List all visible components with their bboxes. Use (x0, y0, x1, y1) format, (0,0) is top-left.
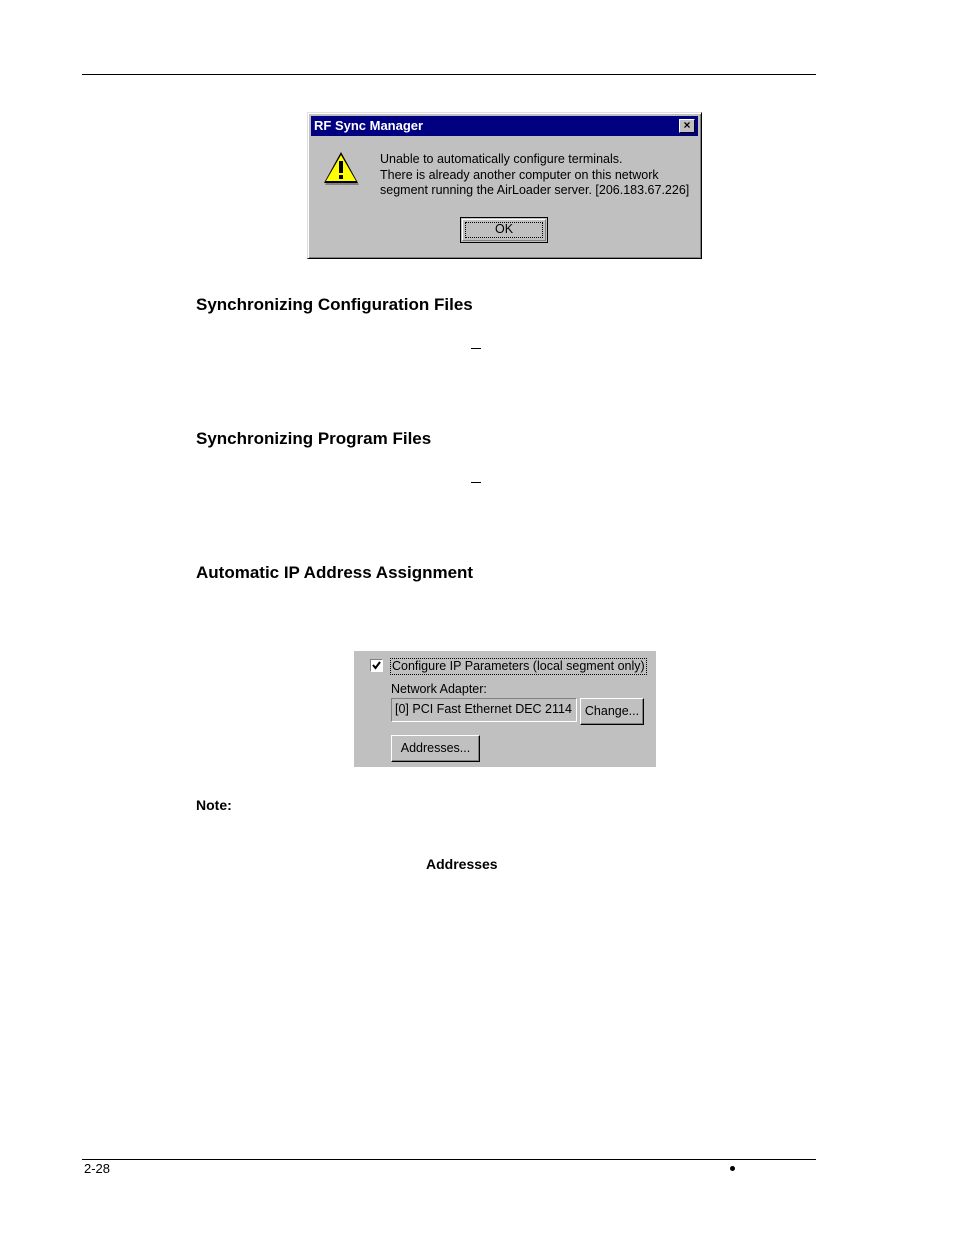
configure-ip-checkbox[interactable] (370, 659, 383, 672)
underline-mark (471, 482, 481, 483)
footer-rule (82, 1159, 816, 1160)
network-adapter-field: [0] PCI Fast Ethernet DEC 2114 (391, 698, 577, 722)
change-button[interactable]: Change... (580, 698, 644, 725)
underline-mark (471, 348, 481, 349)
configure-ip-label[interactable]: Configure IP Parameters (local segment only) (392, 659, 645, 673)
note-label: Note: (196, 797, 232, 813)
addresses-button[interactable]: Addresses... (391, 735, 480, 762)
ok-button-label: OK (465, 222, 543, 238)
dialog-titlebar (311, 116, 698, 136)
ok-button[interactable] (460, 217, 548, 243)
ip-heading: Automatic IP Address Assignment (196, 563, 474, 582)
program-heading: Synchronizing Program Files (196, 429, 432, 448)
message-line: segment running the AirLoader server. [206.183.67.226] (380, 183, 690, 197)
config-heading: Synchronizing Configuration Files (196, 295, 473, 314)
message-line: Unable to automatically configure terminals. (380, 152, 623, 166)
network-adapter-label: Network Adapter: (391, 682, 487, 696)
ip-parameters-panel (354, 651, 656, 767)
page-number: 2-28 (84, 1161, 111, 1176)
rf-sync-manager-dialog (307, 112, 702, 259)
message-line: There is already another computer on this network (380, 167, 659, 182)
header-rule (82, 74, 816, 75)
addresses-text: Addresses (426, 856, 498, 872)
close-button[interactable]: × (679, 119, 695, 133)
checkmark-icon (372, 661, 381, 670)
warning-icon (322, 150, 360, 186)
dialog-title: RF Sync Manager (314, 118, 424, 133)
dialog-message (380, 152, 700, 199)
bullet-icon (730, 1166, 735, 1171)
